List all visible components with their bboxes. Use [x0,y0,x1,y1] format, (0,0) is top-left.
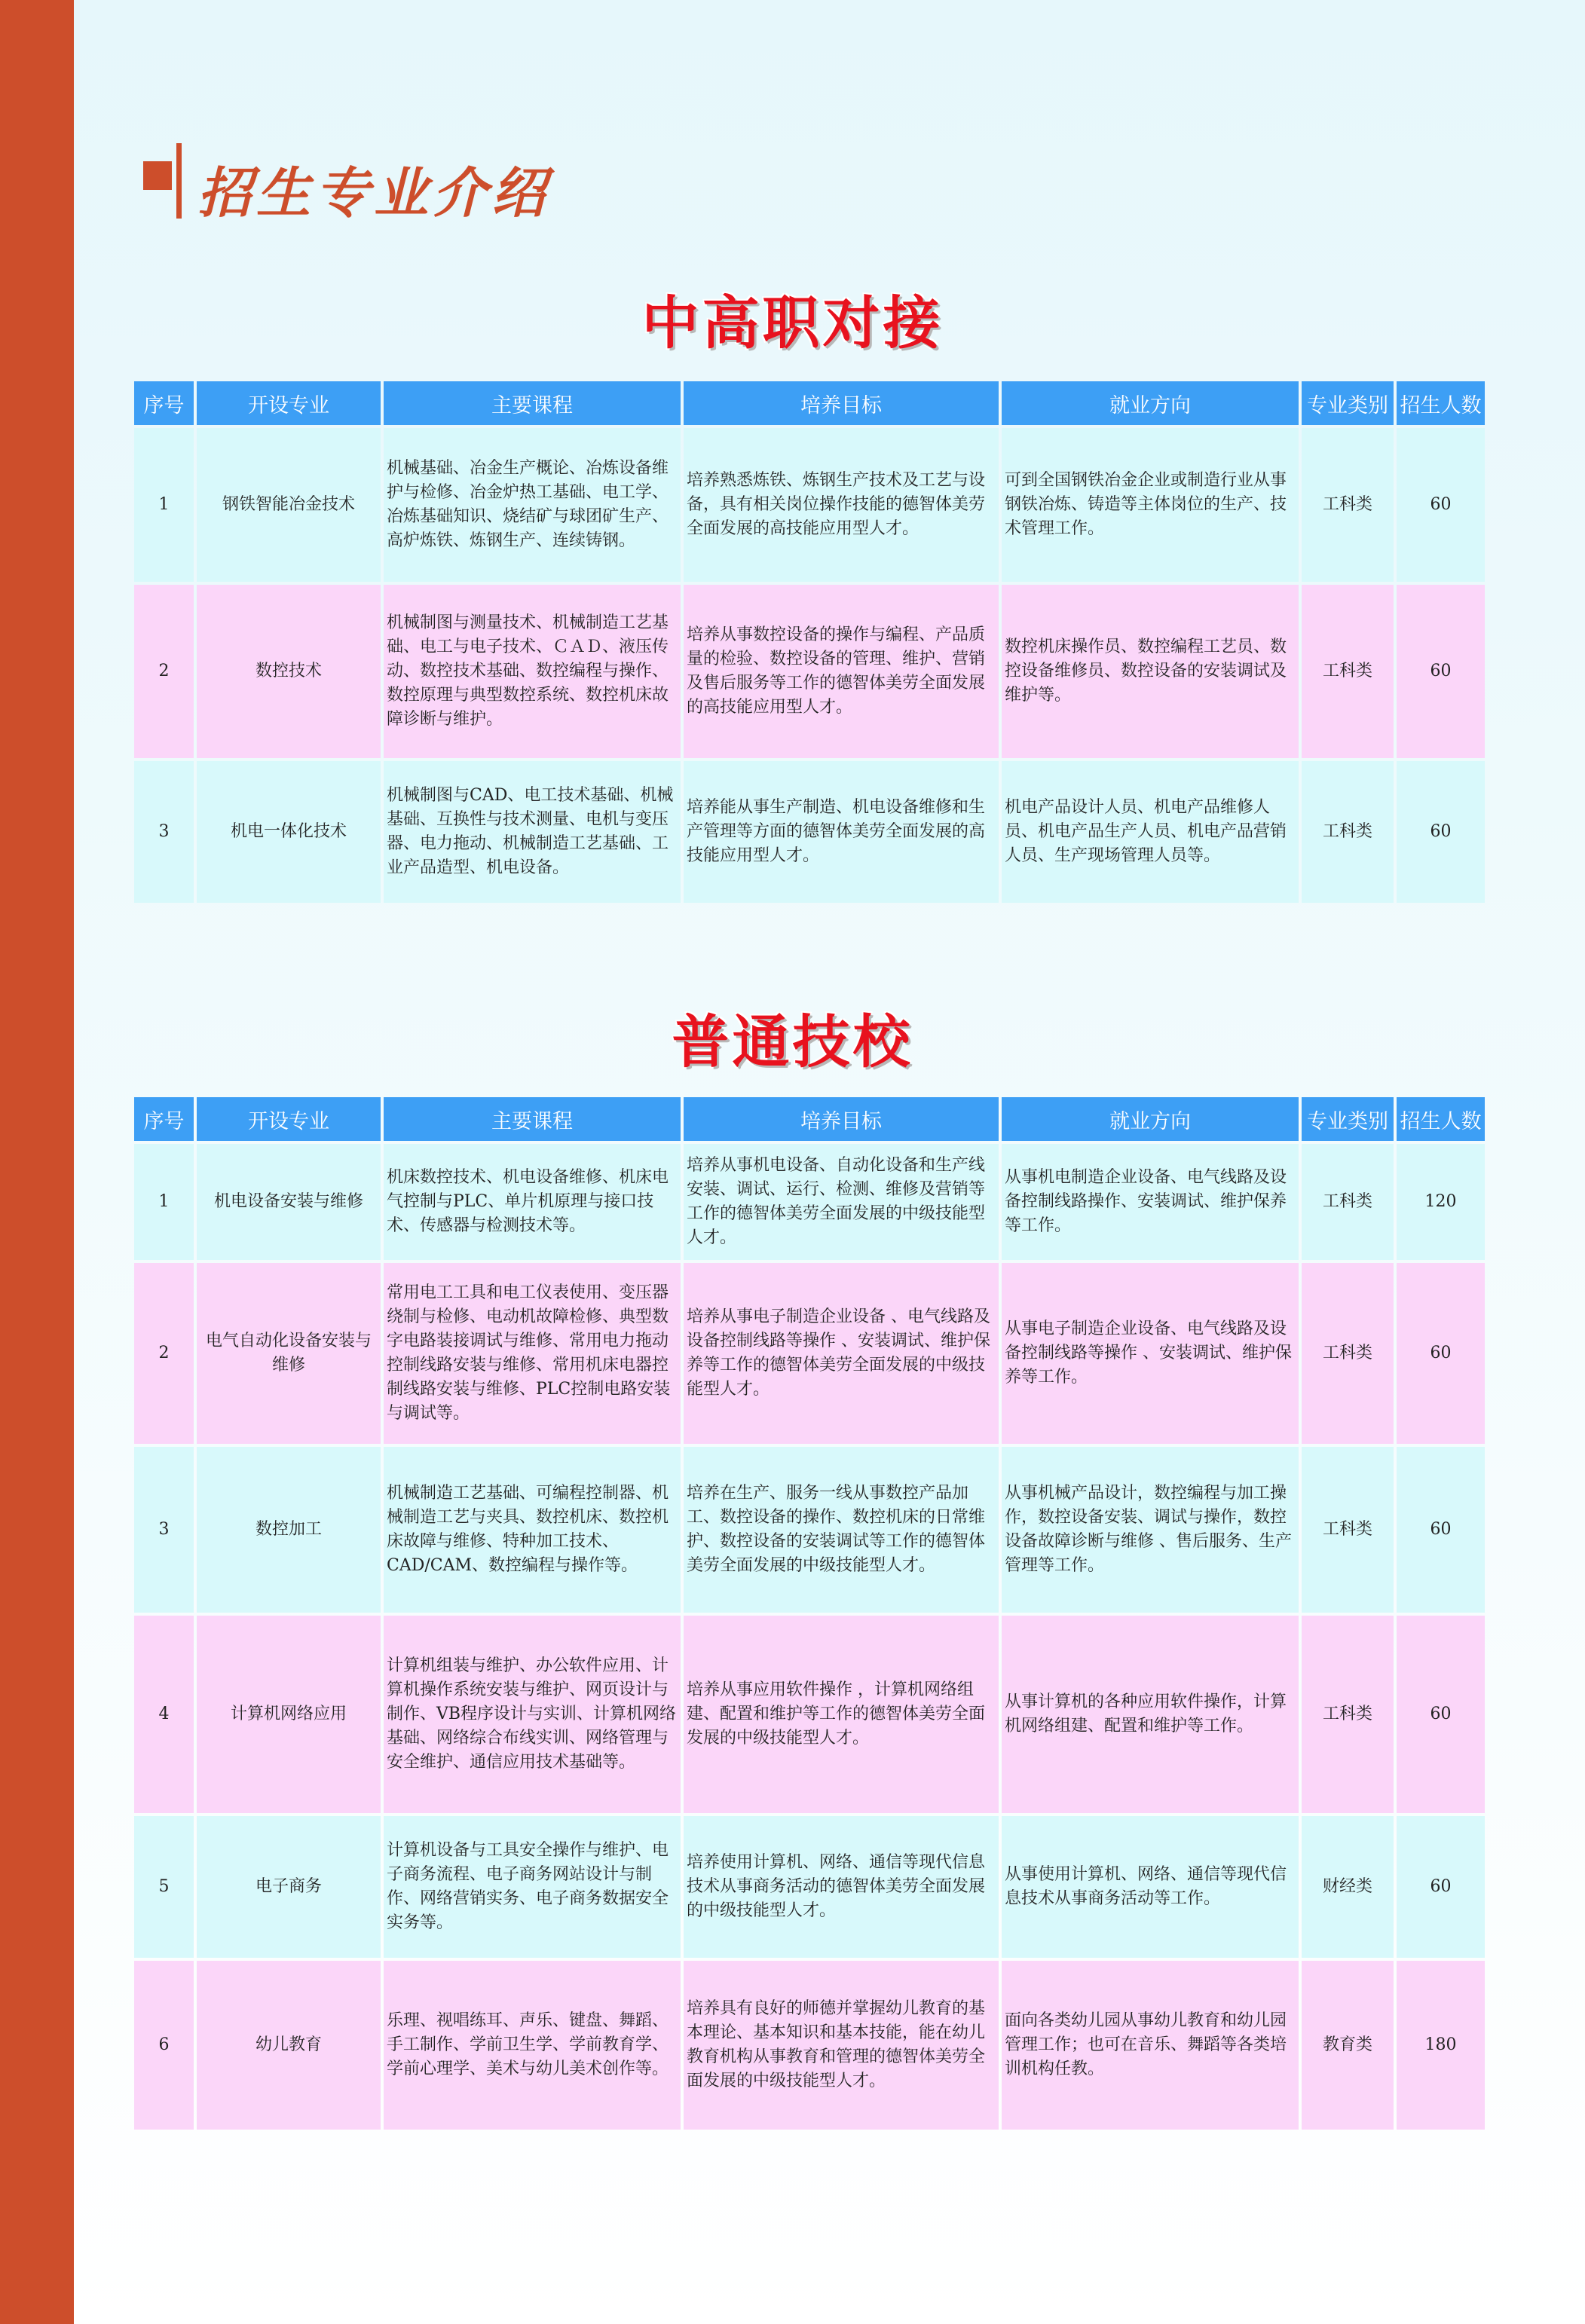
cell-goal: 培养在生产、服务一线从事数控产品加工、数控设备的操作、数控机床的日常维护、数控设备的安装调试等工作的德智体美劳全面发展的中级技能型人才。 [684,1447,999,1613]
cell-no: 3 [134,1447,194,1613]
cell-count: 60 [1397,1816,1485,1958]
cell-no: 1 [134,428,194,582]
cell-category: 工科类 [1302,1144,1394,1260]
majors-table-vocational-bridge [131,378,1488,906]
cell-major: 钢铁智能冶金技术 [197,428,381,582]
cell-goal: 培养熟悉炼铁、炼钢生产技术及工艺与设备，具有相关岗位操作技能的德智体美劳全面发展的高技能应用型人才。 [684,428,999,582]
cell-courses: 机械制图与CAD、电工技术基础、机械基础、互换性与技术测量、电机与变压器、电力拖动、机械制造工艺基础、工业产品造型、机电设备。 [384,761,681,903]
col-header-courses: 主要课程 [384,381,681,425]
cell-career: 数控机床操作员、数控编程工艺员、数控设备维修员、数控设备的安装调试及维护等。 [1002,585,1299,758]
heading-marker-square [143,161,172,190]
cell-category: 工科类 [1302,1447,1394,1613]
cell-no: 2 [134,1263,194,1444]
cell-no: 3 [134,761,194,903]
cell-category: 工科类 [1302,1263,1394,1444]
col-header-major: 开设专业 [197,1097,381,1141]
table-row [134,1616,1485,1813]
cell-major: 数控技术 [197,585,381,758]
cell-career: 面向各类幼儿园从事幼儿教育和幼儿园管理工作；也可在音乐、舞蹈等各类培训机构任教。 [1002,1961,1299,2130]
cell-career: 从事机电制造企业设备、电气线路及设备控制线路操作、安装调试、维护保养等工作。 [1002,1144,1299,1260]
cell-category: 财经类 [1302,1816,1394,1958]
cell-goal: 培养能从事生产制造、机电设备维修和生产管理等方面的德智体美劳全面发展的高技能应用型人才。 [684,761,999,903]
col-header-count: 招生人数 [1397,1097,1485,1141]
cell-major: 计算机网络应用 [197,1616,381,1813]
col-header-category: 专业类别 [1302,381,1394,425]
cell-no: 4 [134,1616,194,1813]
heading-marker-line [176,143,182,219]
col-header-major: 开设专业 [197,381,381,425]
cell-count: 60 [1397,1447,1485,1613]
table-row [134,761,1485,903]
cell-count: 120 [1397,1144,1485,1260]
cell-goal: 培养从事应用软件操作 ，计算机网络组建、配置和维护等工作的德智体美劳全面发展的中级技能型人才。 [684,1616,999,1813]
cell-career: 从事计算机的各种应用软件操作，计算机网络组建、配置和维护等工作。 [1002,1616,1299,1813]
table-row [134,1144,1485,1260]
cell-career: 机电产品设计人员、机电产品维修人员、机电产品生产人员、机电产品营销人员、生产现场管理人员等。 [1002,761,1299,903]
cell-courses: 乐理、视唱练耳、声乐、键盘、舞蹈、手工制作、学前卫生学、学前教育学、学前心理学、美术与幼儿美术创作等。 [384,1961,681,2130]
col-header-no: 序号 [134,1097,194,1141]
cell-career: 从事机械产品设计，数控编程与加工操作，数控设备安装、调试与操作，数控设备故障诊断与维修 、售后服务、生产管理等工作。 [1002,1447,1299,1613]
cell-no: 6 [134,1961,194,2130]
cell-count: 60 [1397,1616,1485,1813]
cell-courses: 常用电工工具和电工仪表使用、变压器绕制与检修、电动机故障检修、典型数字电路装接调试与维修、常用电力拖动控制线路安装与维修、常用机床电器控制线路安装与维修、PLC控制电路安装与调试等。 [384,1263,681,1444]
cell-no: 1 [134,1144,194,1260]
table-row [134,428,1485,582]
cell-courses: 机床数控技术、机电设备维修、机床电气控制与PLC、单片机原理与接口技术、传感器与检测技术等。 [384,1144,681,1260]
cell-count: 180 [1397,1961,1485,2130]
cell-count: 60 [1397,585,1485,758]
cell-category: 工科类 [1302,761,1394,903]
cell-career: 可到全国钢铁冶金企业或制造行业从事钢铁冶炼、铸造等主体岗位的生产、技术管理工作。 [1002,428,1299,582]
table-row [134,1263,1485,1444]
col-header-goal: 培养目标 [684,381,999,425]
cell-major: 数控加工 [197,1447,381,1613]
table-row [134,1816,1485,1958]
cell-courses: 机械制图与测量技术、机械制造工艺基础、电工与电子技术、ＣＡＤ、液压传动、数控技术基础、数控编程与操作、数控原理与典型数控系统、数控机床故障诊断与维护。 [384,585,681,758]
table-row [134,1961,1485,2130]
col-header-count: 招生人数 [1397,381,1485,425]
section-title-technical-school: 普通技校 [672,1008,913,1075]
col-header-no: 序号 [134,381,194,425]
cell-count: 60 [1397,1263,1485,1444]
cell-goal: 培养从事机电设备、自动化设备和生产线安装、调试、运行、检测、维修及营销等工作的德智体美劳全面发展的中级技能型人才。 [684,1144,999,1260]
majors-table-technical-school [131,1094,1488,2133]
cell-category: 教育类 [1302,1961,1394,2130]
cell-major: 电子商务 [197,1816,381,1958]
cell-goal: 培养具有良好的师德并掌握幼儿教育的基本理论、基本知识和基本技能，能在幼儿教育机构从事教育和管理的德智体美劳全面发展的中级技能型人才。 [684,1961,999,2130]
page-heading: 招生专业介绍 [197,161,551,225]
cell-goal: 培养从事电子制造企业设备 、电气线路及设备控制线路等操作 、安装调试、维护保养等工作的德智体美劳全面发展的中级技能型人才。 [684,1263,999,1444]
cell-courses: 机械基础、冶金生产概论、冶炼设备维护与检修、冶金炉热工基础、电工学、冶炼基础知识、烧结矿与球团矿生产、高炉炼铁、炼钢生产、连续铸钢。 [384,428,681,582]
cell-major: 电气自动化设备安装与维修 [197,1263,381,1444]
table-row [134,1447,1485,1613]
col-header-career: 就业方向 [1002,1097,1299,1141]
cell-career: 从事使用计算机、网络、通信等现代信息技术从事商务活动等工作。 [1002,1816,1299,1958]
table-row [134,585,1485,758]
cell-count: 60 [1397,428,1485,582]
cell-no: 2 [134,585,194,758]
cell-category: 工科类 [1302,428,1394,582]
cell-career: 从事电子制造企业设备、电气线路及设备控制线路等操作 、安装调试、维护保养等工作。 [1002,1263,1299,1444]
cell-goal: 培养从事数控设备的操作与编程、产品质量的检验、数控设备的管理、维护、营销及售后服务等工作的德智体美劳全面发展的高技能应用型人才。 [684,585,999,758]
cell-courses: 机械制造工艺基础、可编程控制器、机械制造工艺与夹具、数控机床、数控机床故障与维修、特种加工技术、CAD/CAM、数控编程与操作等。 [384,1447,681,1613]
section-title-vocational-bridge: 中高职对接 [641,289,944,356]
cell-major: 机电一体化技术 [197,761,381,903]
cell-count: 60 [1397,761,1485,903]
cell-major: 幼儿教育 [197,1961,381,2130]
col-header-category: 专业类别 [1302,1097,1394,1141]
cell-courses: 计算机组装与维护、办公软件应用、计算机操作系统安装与维护、网页设计与制作、VB程序设计与实训、计算机网络基础、网络综合布线实训、网络管理与安全维护、通信应用技术基础等。 [384,1616,681,1813]
cell-no: 5 [134,1816,194,1958]
cell-goal: 培养使用计算机、网络、通信等现代信息技术从事商务活动的德智体美劳全面发展的中级技能型人才。 [684,1816,999,1958]
col-header-courses: 主要课程 [384,1097,681,1141]
cell-category: 工科类 [1302,585,1394,758]
col-header-career: 就业方向 [1002,381,1299,425]
cell-courses: 计算机设备与工具安全操作与维护、电子商务流程、电子商务网站设计与制作、网络营销实务、电子商务数据安全实务等。 [384,1816,681,1958]
cell-major: 机电设备安装与维修 [197,1144,381,1260]
cell-category: 工科类 [1302,1616,1394,1813]
col-header-goal: 培养目标 [684,1097,999,1141]
